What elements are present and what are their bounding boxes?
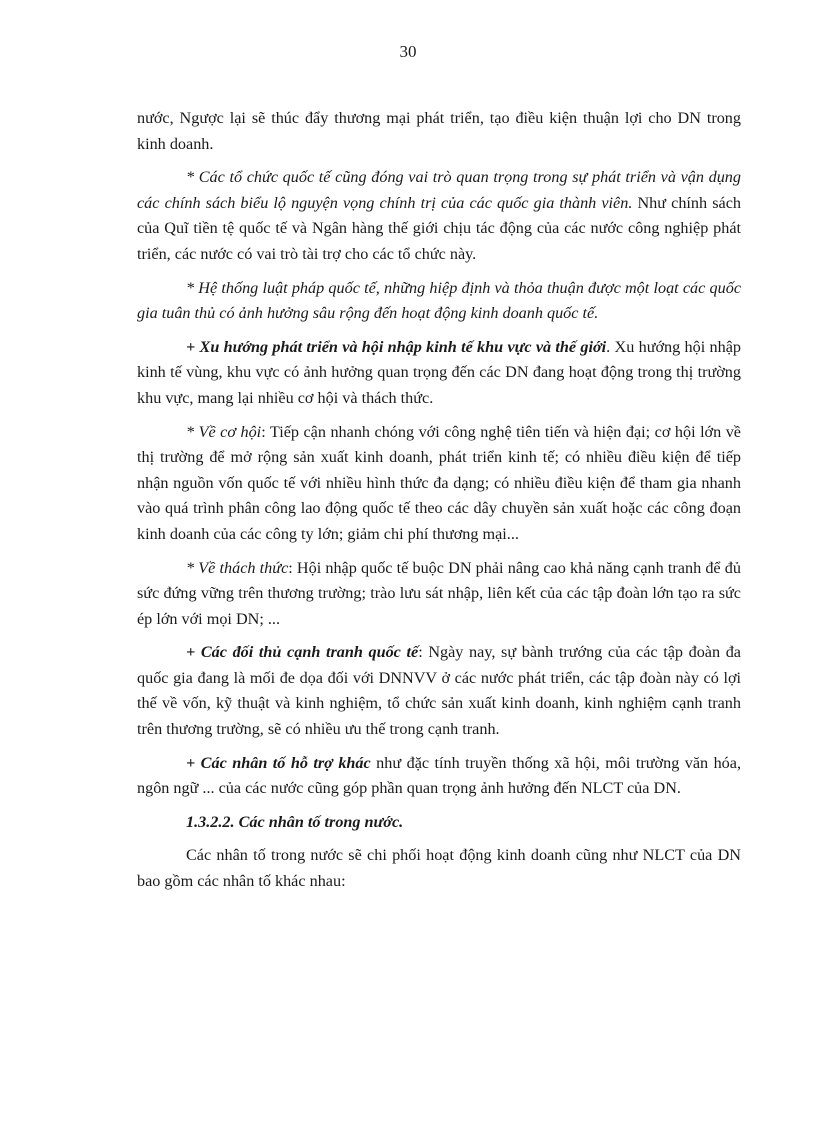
paragraph-text: : Ngày nay, sự bành trướng của các tập đoàn đa quốc gia đang là mối đe dọa đối với DNNVV ở các nước phát triển, các tập đoàn này có lợi thế về vốn, kỹ thuật và kinh nghiệm, tổ chức sản xuất kinh doanh, kinh nghiệm cạnh tranh trên thương trường, sẽ có nhiều ưu thế trong cạnh tranh. [137,643,741,739]
page-number: 30 [399,42,417,61]
paragraph-text: Các nhân tố trong nước sẽ chi phối hoạt động kinh doanh cũng như NLCT của DN bao gồm các nhân tố khác nhau: [137,846,741,891]
section-heading [137,810,741,836]
page-body [137,106,741,895]
paragraph-text: nước, Ngược lại sẽ thúc đẩy thương mại phát triển, tạo điều kiện thuận lợi cho DN trong kinh doanh. [137,109,741,153]
paragraph [137,751,741,802]
paragraph-text: Như chính sách của Quĩ tiền tệ quốc tế và Ngân hàng thế giới chịu tác động của các nước công nghiệp phát triển, các nước có vai trò tài trợ cho các tổ chức này. [137,193,741,263]
paragraph [137,843,741,894]
bold-italic-lead: + Các nhân tố hỗ trợ khác [186,753,371,772]
paragraph-text: . Xu hướng hội nhập kinh tế vùng, khu vực có ảnh hưởng quan trọng đến các DN đang hoạt động trong thị trường khu vực, mang lại nhiều cơ hội và thách thức. [137,337,741,407]
bold-italic-lead: + Các đối thủ cạnh tranh quốc tế [186,643,419,662]
paragraph [137,640,741,742]
bold-italic-lead: + Xu hướng phát triển và hội nhập kinh tế khu vực và thế giới [186,337,607,356]
italic-lead: * Hệ thống luật pháp quốc tế, những hiệp định và thỏa thuận được một loạt các quốc gia tuân thủ có ảnh hưởng sâu rộng đến hoạt động kinh doanh quốc tế. [137,278,741,323]
paragraph [137,335,741,412]
italic-lead: * Về thách thức [186,558,289,577]
paragraph [137,106,741,157]
italic-lead: * Về cơ hội [186,422,262,441]
paragraph [137,276,741,327]
italic-lead: * Các tổ chức quốc tế cũng đóng vai trò quan trọng trong sự phát triển và vận dụng các chính sách biểu lộ nguyện vọng chính trị của các quốc gia thành viên. [137,168,741,212]
paragraph [137,165,741,267]
paragraph [137,556,741,633]
paragraph-text: : Hội nhập quốc tế buộc DN phải nâng cao khả năng cạnh tranh để đủ sức đứng vững trên thương trường; trào lưu sát nhập, liên kết của các tập đoàn lớn tạo ra sức ép lớn với mọi DN; ... [137,558,741,628]
paragraph [137,420,741,548]
paragraph-text: : Tiếp cận nhanh chóng với công nghệ tiên tiến và hiện đại; cơ hội lớn về thị trường để mở rộng sản xuất kinh doanh, phát triển kinh tế; có nhiều điều kiện để tiếp nhận nguồn vốn quốc tế với nhiều hình thức đa dạng; có nhiều điều kiện để tham gia nhanh vào quá trình phân công lao động quốc tế theo các dây chuyền sản xuất hoặc các công đoạn kinh doanh của các công ty lớn; giảm chi phí thương mại... [137,422,741,543]
paragraph-text: như đặc tính truyền thống xã hội, môi trường văn hóa, ngôn ngữ ... của các nước cũng góp phần quan trọng ảnh hưởng đến NLCT của DN. [137,753,742,798]
section-heading-text: 1.3.2.2. Các nhân tố trong nước. [186,812,404,831]
